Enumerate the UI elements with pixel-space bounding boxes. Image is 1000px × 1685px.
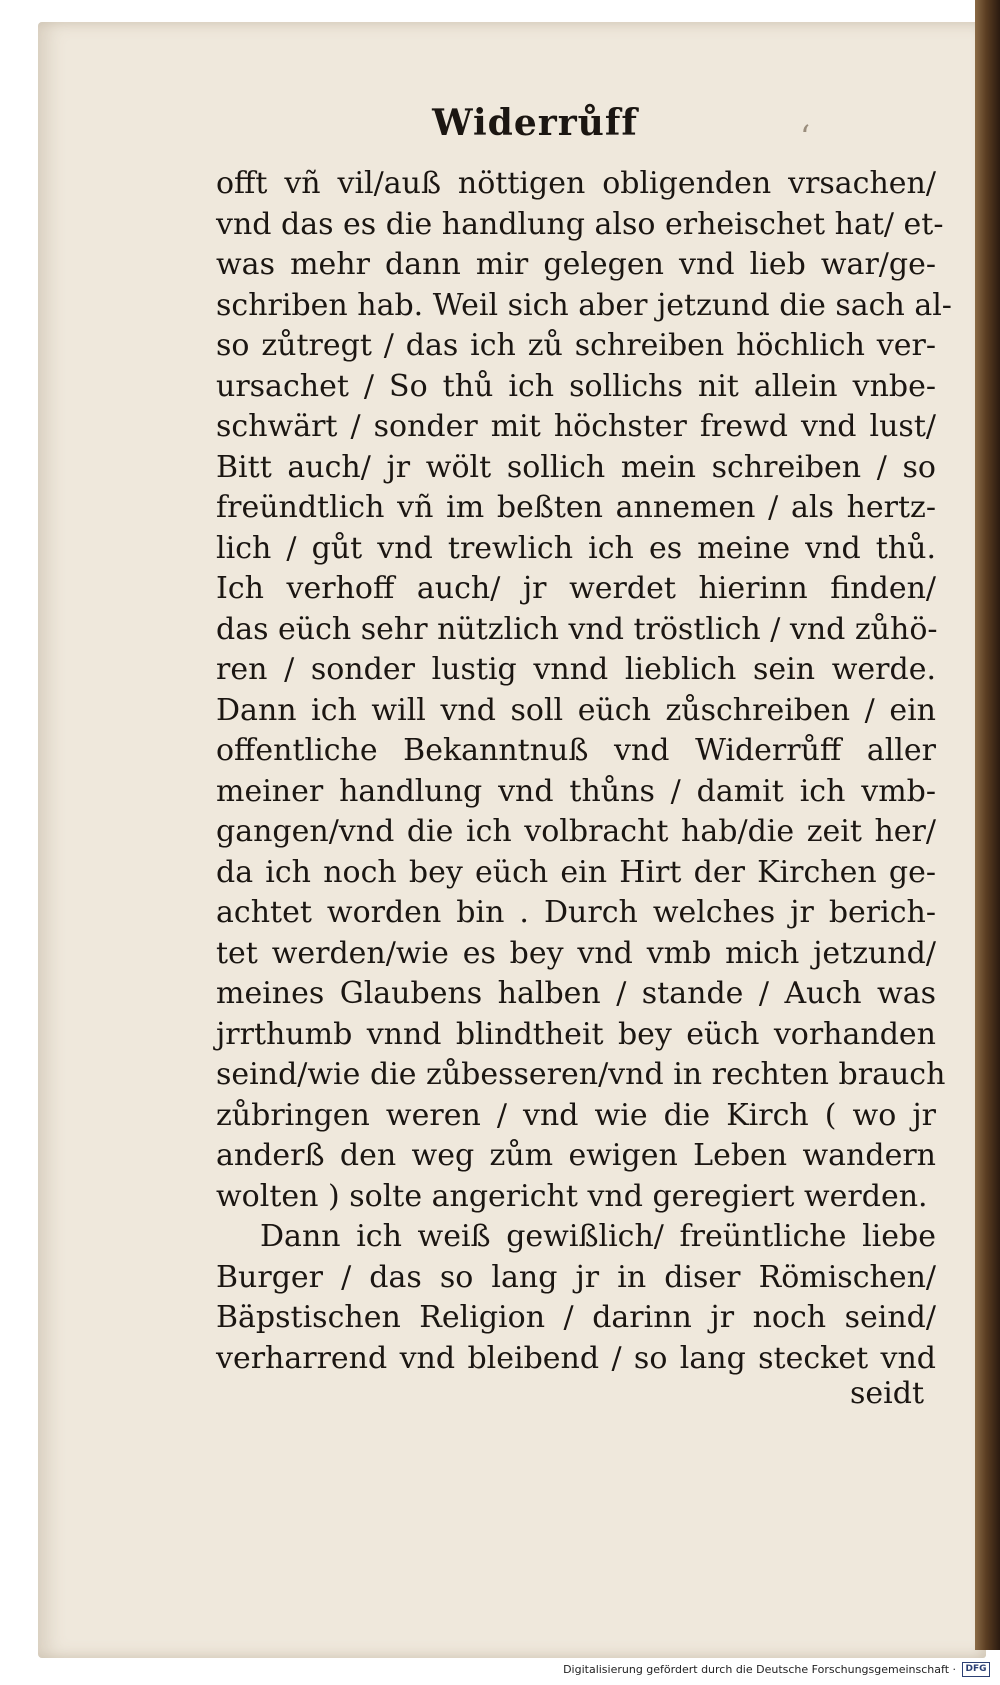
text-line: vnd das es die handlung also erheischet hat/ et-	[216, 206, 944, 242]
text-line: Dann ich will vnd soll eüch zůschreiben / ein	[216, 692, 936, 728]
text-line: das eüch sehr nützlich vnd tröstlich / vnd zůhö-	[216, 611, 938, 647]
text-line: offentliche Bekanntnuß vnd Widerrůff aller	[216, 733, 936, 768]
text-line: meines Glaubens halben / stande / Auch was	[216, 976, 936, 1011]
text-line: schriben hab. Weil sich aber jetzund die sach al-	[216, 287, 952, 323]
text-line: lich / gůt vnd trewlich ich es meine vnd thů.	[216, 530, 936, 566]
text-line: achtet worden bin . Durch welches jr berich-	[216, 895, 936, 930]
text-line: zůbringen weren / vnd wie die Kirch ( wo jr	[216, 1097, 936, 1133]
text-line: Dann ich weiß gewißlich/ freüntliche liebe	[260, 1219, 936, 1254]
text-line: tet werden/wie es bey vnd vmb mich jetzund/	[216, 935, 936, 971]
digitization-credit	[563, 1662, 990, 1677]
text-line: Ich verhoff auch/ jr werdet hierinn finden/	[216, 571, 936, 606]
body-text	[216, 164, 952, 1379]
text-line: wolten ) solte angericht vnd geregiert werden.	[216, 1178, 928, 1214]
text-line: offt vñ vil/auß nöttigen obligenden vrsachen/	[216, 166, 936, 201]
page-edge	[975, 0, 1000, 1650]
text-line: so zůtregt / das ich zů schreiben höchlich ver-	[216, 328, 936, 363]
text-line: schwärt / sonder mit höchster frewd vnd lust/	[216, 409, 936, 444]
text-line: Burger / das so lang jr in diser Römischen/	[216, 1259, 936, 1295]
credit-text: Digitalisierung gefördert durch die Deutsche Forschungsgemeinschaft ·	[563, 1663, 956, 1676]
text-line: Bitt auch/ jr wölt sollich mein schreiben / so	[216, 449, 936, 485]
dfg-logo: DFG	[962, 1662, 990, 1677]
text-line: ursachet / So thů ich sollichs nit allein vnbe-	[216, 368, 936, 404]
text-line: seind/wie die zůbesseren/vnd in rechten brauch	[216, 1057, 946, 1092]
text-line: was mehr dann mir gelegen vnd lieb war/ge-	[216, 247, 936, 282]
text-line: freündtlich vñ im beßten annemen / als hertz-	[216, 490, 936, 525]
text-line: gangen/vnd die ich volbracht hab/die zeit her/	[216, 814, 936, 849]
text-line: anderß den weg zům ewigen Leben wandern	[216, 1138, 936, 1173]
text-line: verharrend vnd bleibend / so lang stecket vnd	[216, 1340, 936, 1376]
ink-mark: ‘	[800, 118, 811, 156]
text-line: jrrthumb vnnd blindtheit bey eüch vorhanden	[216, 1016, 936, 1052]
catchword: seidt	[850, 1376, 925, 1411]
text-line: ren / sonder lustig vnnd lieblich sein werde.	[216, 652, 936, 687]
running-head: Widerrůff	[432, 102, 638, 144]
text-line: Bäpstischen Religion / darinn jr noch seind/	[216, 1300, 936, 1335]
text-line: da ich noch bey eüch ein Hirt der Kirchen ge-	[216, 854, 936, 890]
text-line: meiner handlung vnd thůns / damit ich vmb-	[216, 773, 936, 809]
